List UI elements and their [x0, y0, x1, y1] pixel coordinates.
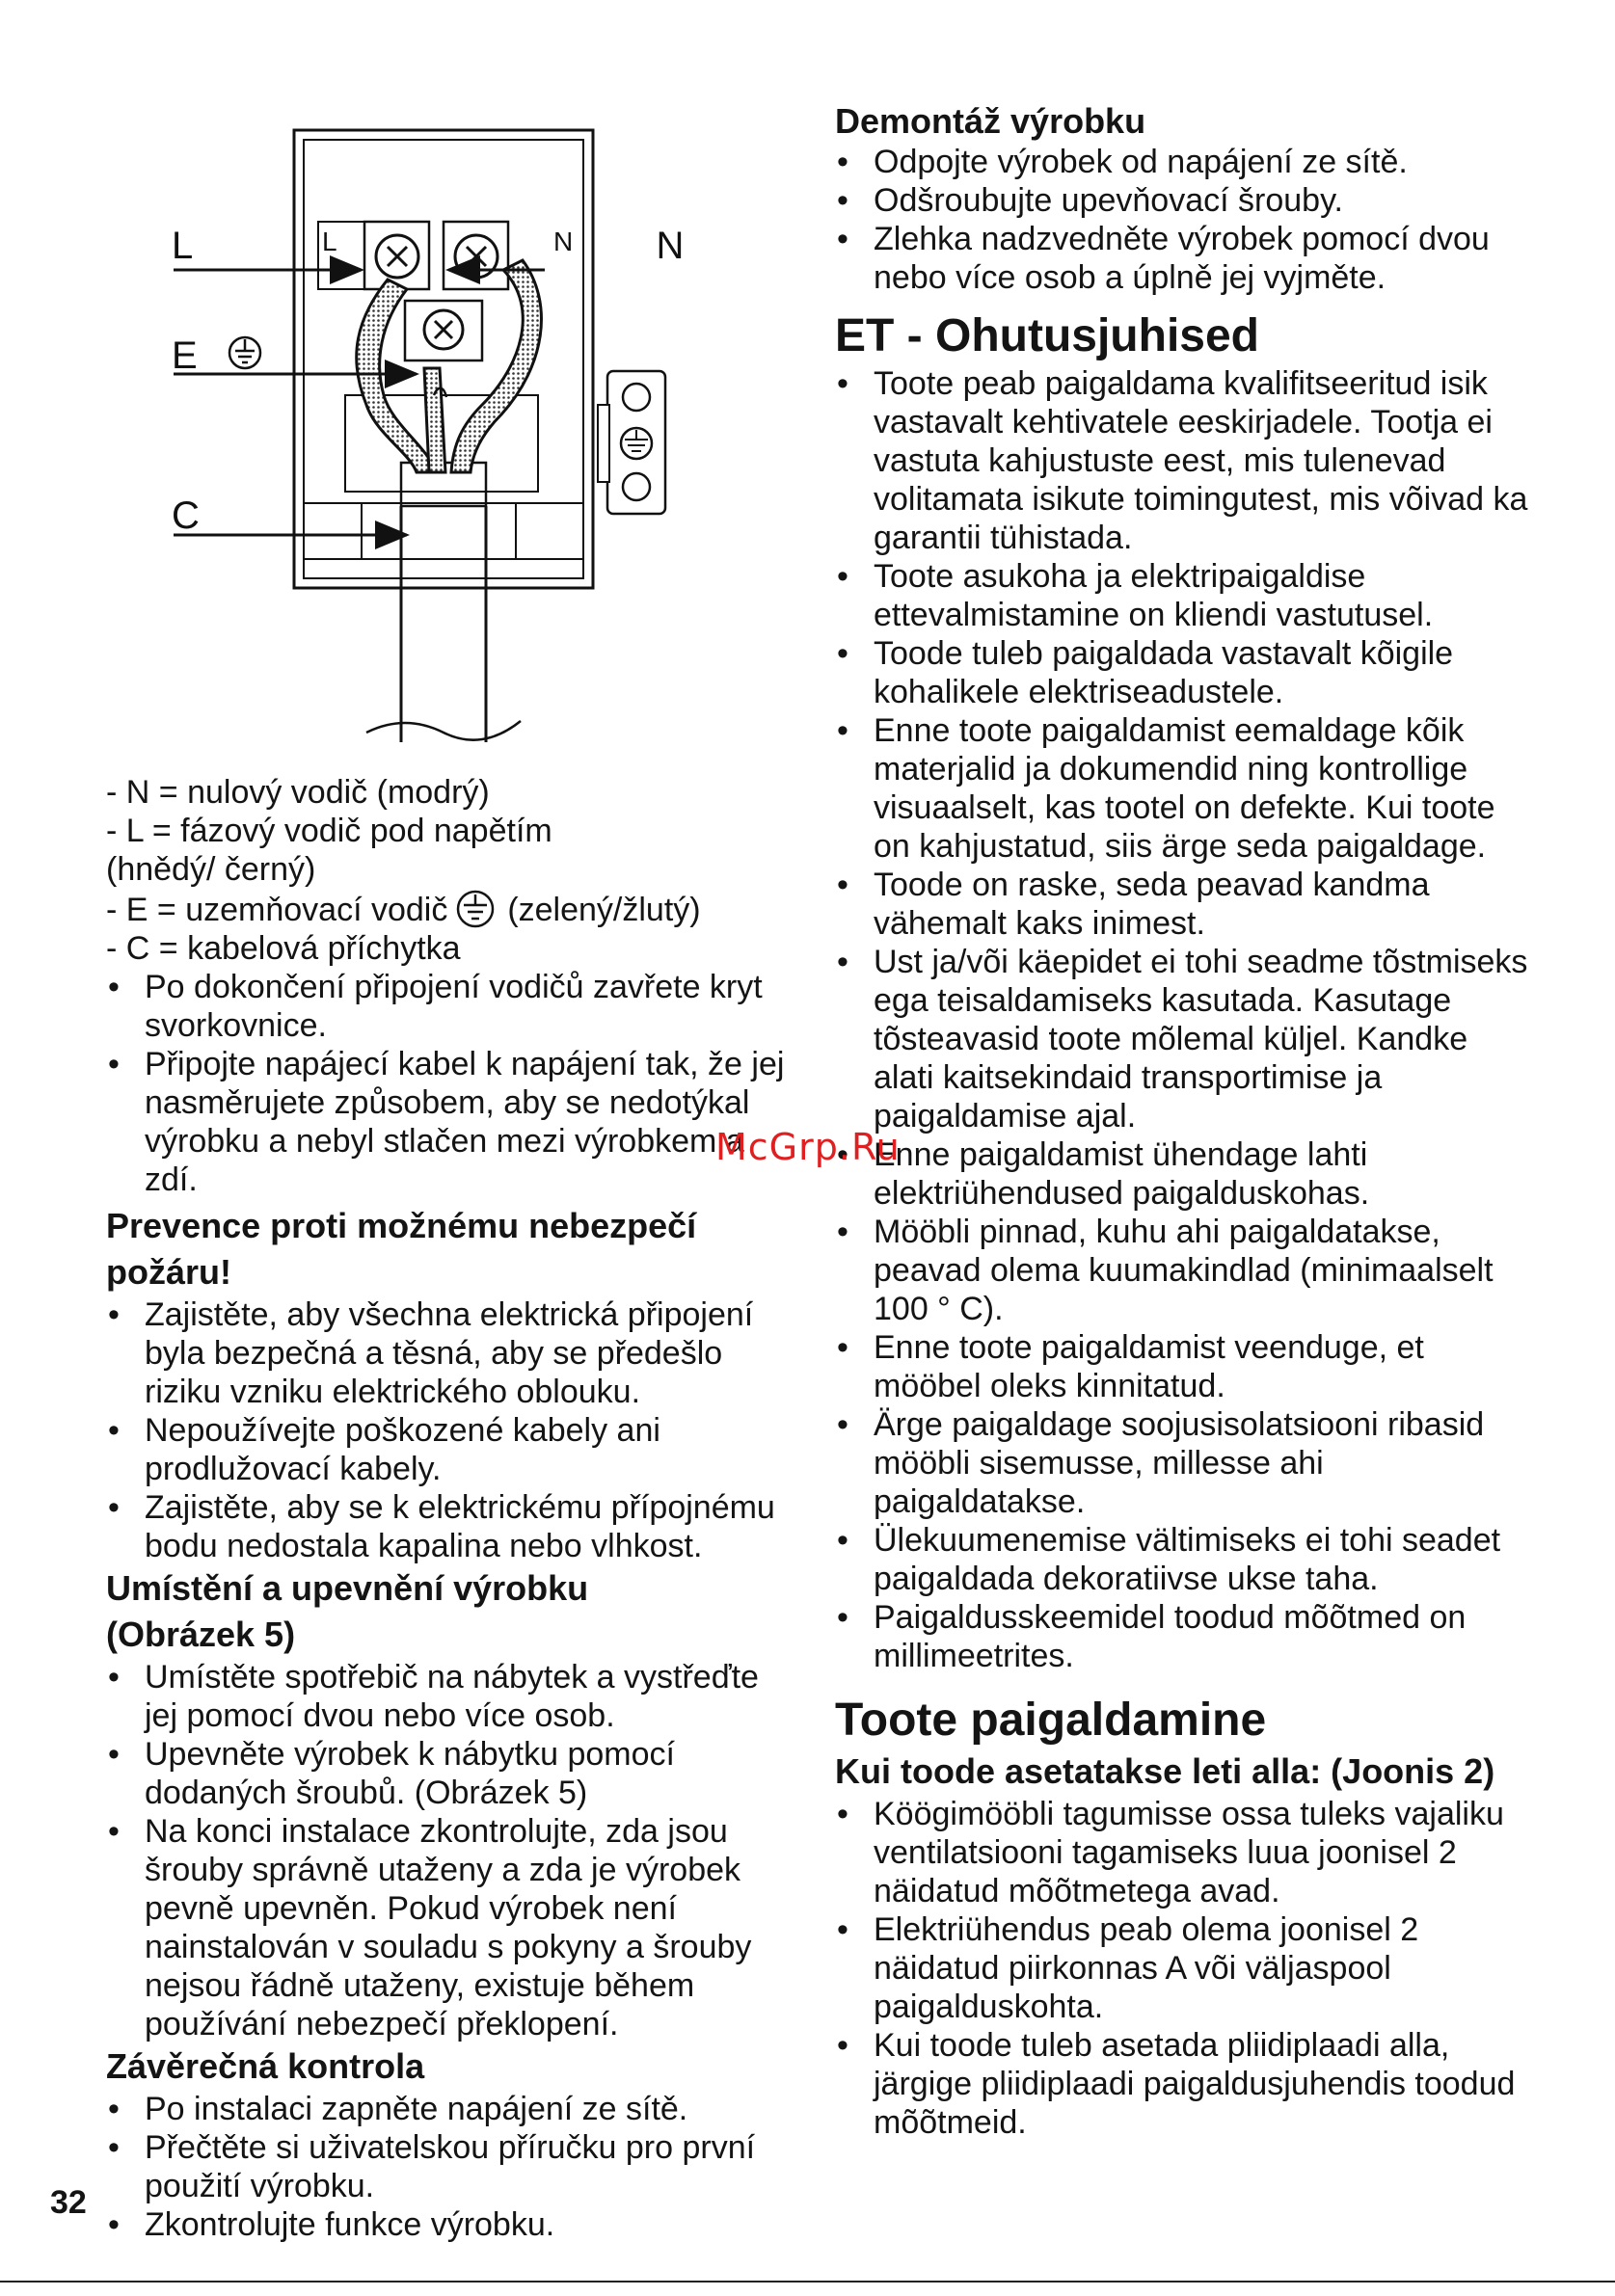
list-item: • Toote peab paigaldama kvalifitseeritud isik vastavalt kehtivatele eeskirjadele. Tootja ei vastuta kahjustuste eest, mis tulenevad volitamata isikute toimingutest, mis võivad ka garantii tühistada. [835, 364, 1529, 557]
terminal-N-label: N [553, 227, 574, 256]
list-item: • Umístěte spotřebič na nábytek a vystřeďte jej pomocí dvou nebo více osob. [106, 1658, 800, 1735]
footer-divider [0, 2281, 1615, 2283]
list-item: • Mööbli pinnad, kuhu ahi paigaldatakse, peavad olema kuumakindlad (minimaalselt 100 ° C). [835, 1213, 1529, 1328]
list-item: • Odpojte výrobek od napájení ze sítě. [835, 143, 1529, 181]
fire-list [106, 1295, 800, 1565]
list-item: • Na konci instalace zkontrolujte, zda jsou šrouby správně utaženy a zda je výrobek pevně upevněn. Pokud výrobek není nainstalován v souladu s pokyny a šrouby nejsou řádně utaženy, existuje během používání nebezpečí překlopení. [106, 1812, 800, 2043]
list-item: • Toode on raske, seda peavad kandma vähemalt kaks inimest. [835, 866, 1529, 943]
list-item: • Připojte napájecí kabel k napájení tak, že jej nasměrujete způsobem, aby se nedotýkal výrobku a nebyl stlačen mezi výrobkem a zdí. [106, 1045, 800, 1199]
label-E: E [172, 334, 198, 377]
legend-n: - N = nulový vodič (modrý) [106, 774, 490, 811]
ground-symbol-icon [455, 889, 496, 929]
label-C: C [172, 494, 200, 537]
dismount-list [835, 143, 1529, 297]
list-item: • Zajistěte, aby se k elektrickému přípojnému bodu nedostala kapalina nebo vlhkost. [106, 1488, 800, 1565]
legend-l: - L = fázový vodič pod napětím (hnědý/ černý) [106, 813, 552, 888]
list-item: • Přečtěte si uživatelskou příručku pro první použití výrobku. [106, 2128, 800, 2205]
legend-e-prefix: - E = uzemňovací vodič [106, 892, 448, 928]
list-item: • Toode tuleb paigaldada vastavalt kõigile kohalikele elektriseadustele. [835, 634, 1529, 711]
list-item: • Kui toode tuleb asetada pliidiplaadi alla, järgige pliidiplaadi paigaldusjuhendis toodud mõõtmeid. [835, 2026, 1529, 2142]
list-item: • Elektriühendus peab olema joonisel 2 näidatud piirkonnas A või väljaspool paigalduskohta. [835, 1910, 1529, 2026]
list-item: • Toote asukoha ja elektripaigaldise ettevalmistamine on kliendi vastutusel. [835, 557, 1529, 634]
page-number: 32 [50, 2184, 87, 2221]
install-heading: Toote paigaldamine [835, 1695, 1267, 1746]
list-item: • Zajistěte, aby všechna elektrická připojení byla bezpečná a těsná, aby se předešlo riziku vzniku elektrického oblouku. [106, 1295, 800, 1411]
legend-e [106, 889, 800, 929]
list-item: • Enne paigaldamist ühendage lahti elektriühendused paigalduskohas. [835, 1135, 1529, 1213]
placement-heading: Umístění a upevnění výrobku (Obrázek 5) [106, 1568, 589, 1654]
final-check-list [106, 2090, 800, 2244]
connection-list [106, 968, 800, 1199]
list-item: • Ust ja/või käepidet ei tohi seadme tõstmiseks ega teisaldamiseks kasutada. Kasutage tõsteavasid toote mõlemal küljel. Kandke alati kaitsekindaid transportimise ja paigaldamise ajal. [835, 943, 1529, 1135]
terminal-L-label: L [322, 227, 337, 256]
safety-list [835, 364, 1529, 1675]
safety-heading: ET - Ohutusjuhised [835, 310, 1259, 361]
final-check-heading: Závěrečná kontrola [106, 2046, 425, 2086]
placement-list [106, 1658, 800, 2043]
install-list [835, 1795, 1529, 2142]
list-item: • Köögimööbli tagumisse ossa tuleks vajaliku ventilatsiooni tagamiseks luua joonisel 2 näidatud mõõtmetega avad. [835, 1795, 1529, 1910]
watermark: McGrp.Ru [715, 1126, 901, 1168]
legend-e-suffix: (zelený/žlutý) [507, 892, 701, 928]
list-item: • Paigaldusskeemidel toodud mõõtmed on millimeetrites. [835, 1598, 1529, 1675]
label-L: L [172, 225, 194, 267]
list-item: • Upevněte výrobek k nábytku pomocí dodaných šroubů. (Obrázek 5) [106, 1735, 800, 1812]
list-item: • Ärge paigaldage soojusisolatsiooni ribasid mööbli sisemusse, millesse ahi paigaldatakse. [835, 1405, 1529, 1521]
list-item: • Po instalaci zapněte napájení ze sítě. [106, 2090, 800, 2128]
list-item: • Zkontrolujte funkce výrobku. [106, 2205, 800, 2244]
list-item: • Po dokončení připojení vodičů zavřete kryt svorkovnice. [106, 968, 800, 1045]
dismount-heading: Demontáž výrobku [835, 101, 1146, 141]
wiring-diagram [164, 116, 689, 757]
list-item: • Enne toote paigaldamist eemaldage kõik materjalid ja dokumendid ning kontrollige visuaalselt, kas tootel on defekte. Kui toote on kahjustatud, siis ärge seda paigaldage. [835, 711, 1529, 866]
label-N: N [656, 225, 685, 267]
list-item: • Odšroubujte upevňovací šrouby. [835, 181, 1529, 220]
list-item: • Zlehka nadzvedněte výrobek pomocí dvou nebo více osob a úplně jej vyjměte. [835, 220, 1529, 297]
legend-c: - C = kabelová příchytka [106, 930, 461, 967]
list-item: • Enne toote paigaldamist veenduge, et mööbel oleks kinnitatud. [835, 1328, 1529, 1405]
list-item: • Ülekuumenemise vältimiseks ei tohi seadet paigaldada dekoratiivse ukse taha. [835, 1521, 1529, 1598]
fire-heading: Prevence proti možnému nebezpečí požáru! [106, 1206, 697, 1292]
list-item: • Nepoužívejte poškozené kabely ani prodlužovací kabely. [106, 1411, 800, 1488]
install-subheading: Kui toode asetatakse leti alla: (Joonis 2) [835, 1751, 1495, 1791]
